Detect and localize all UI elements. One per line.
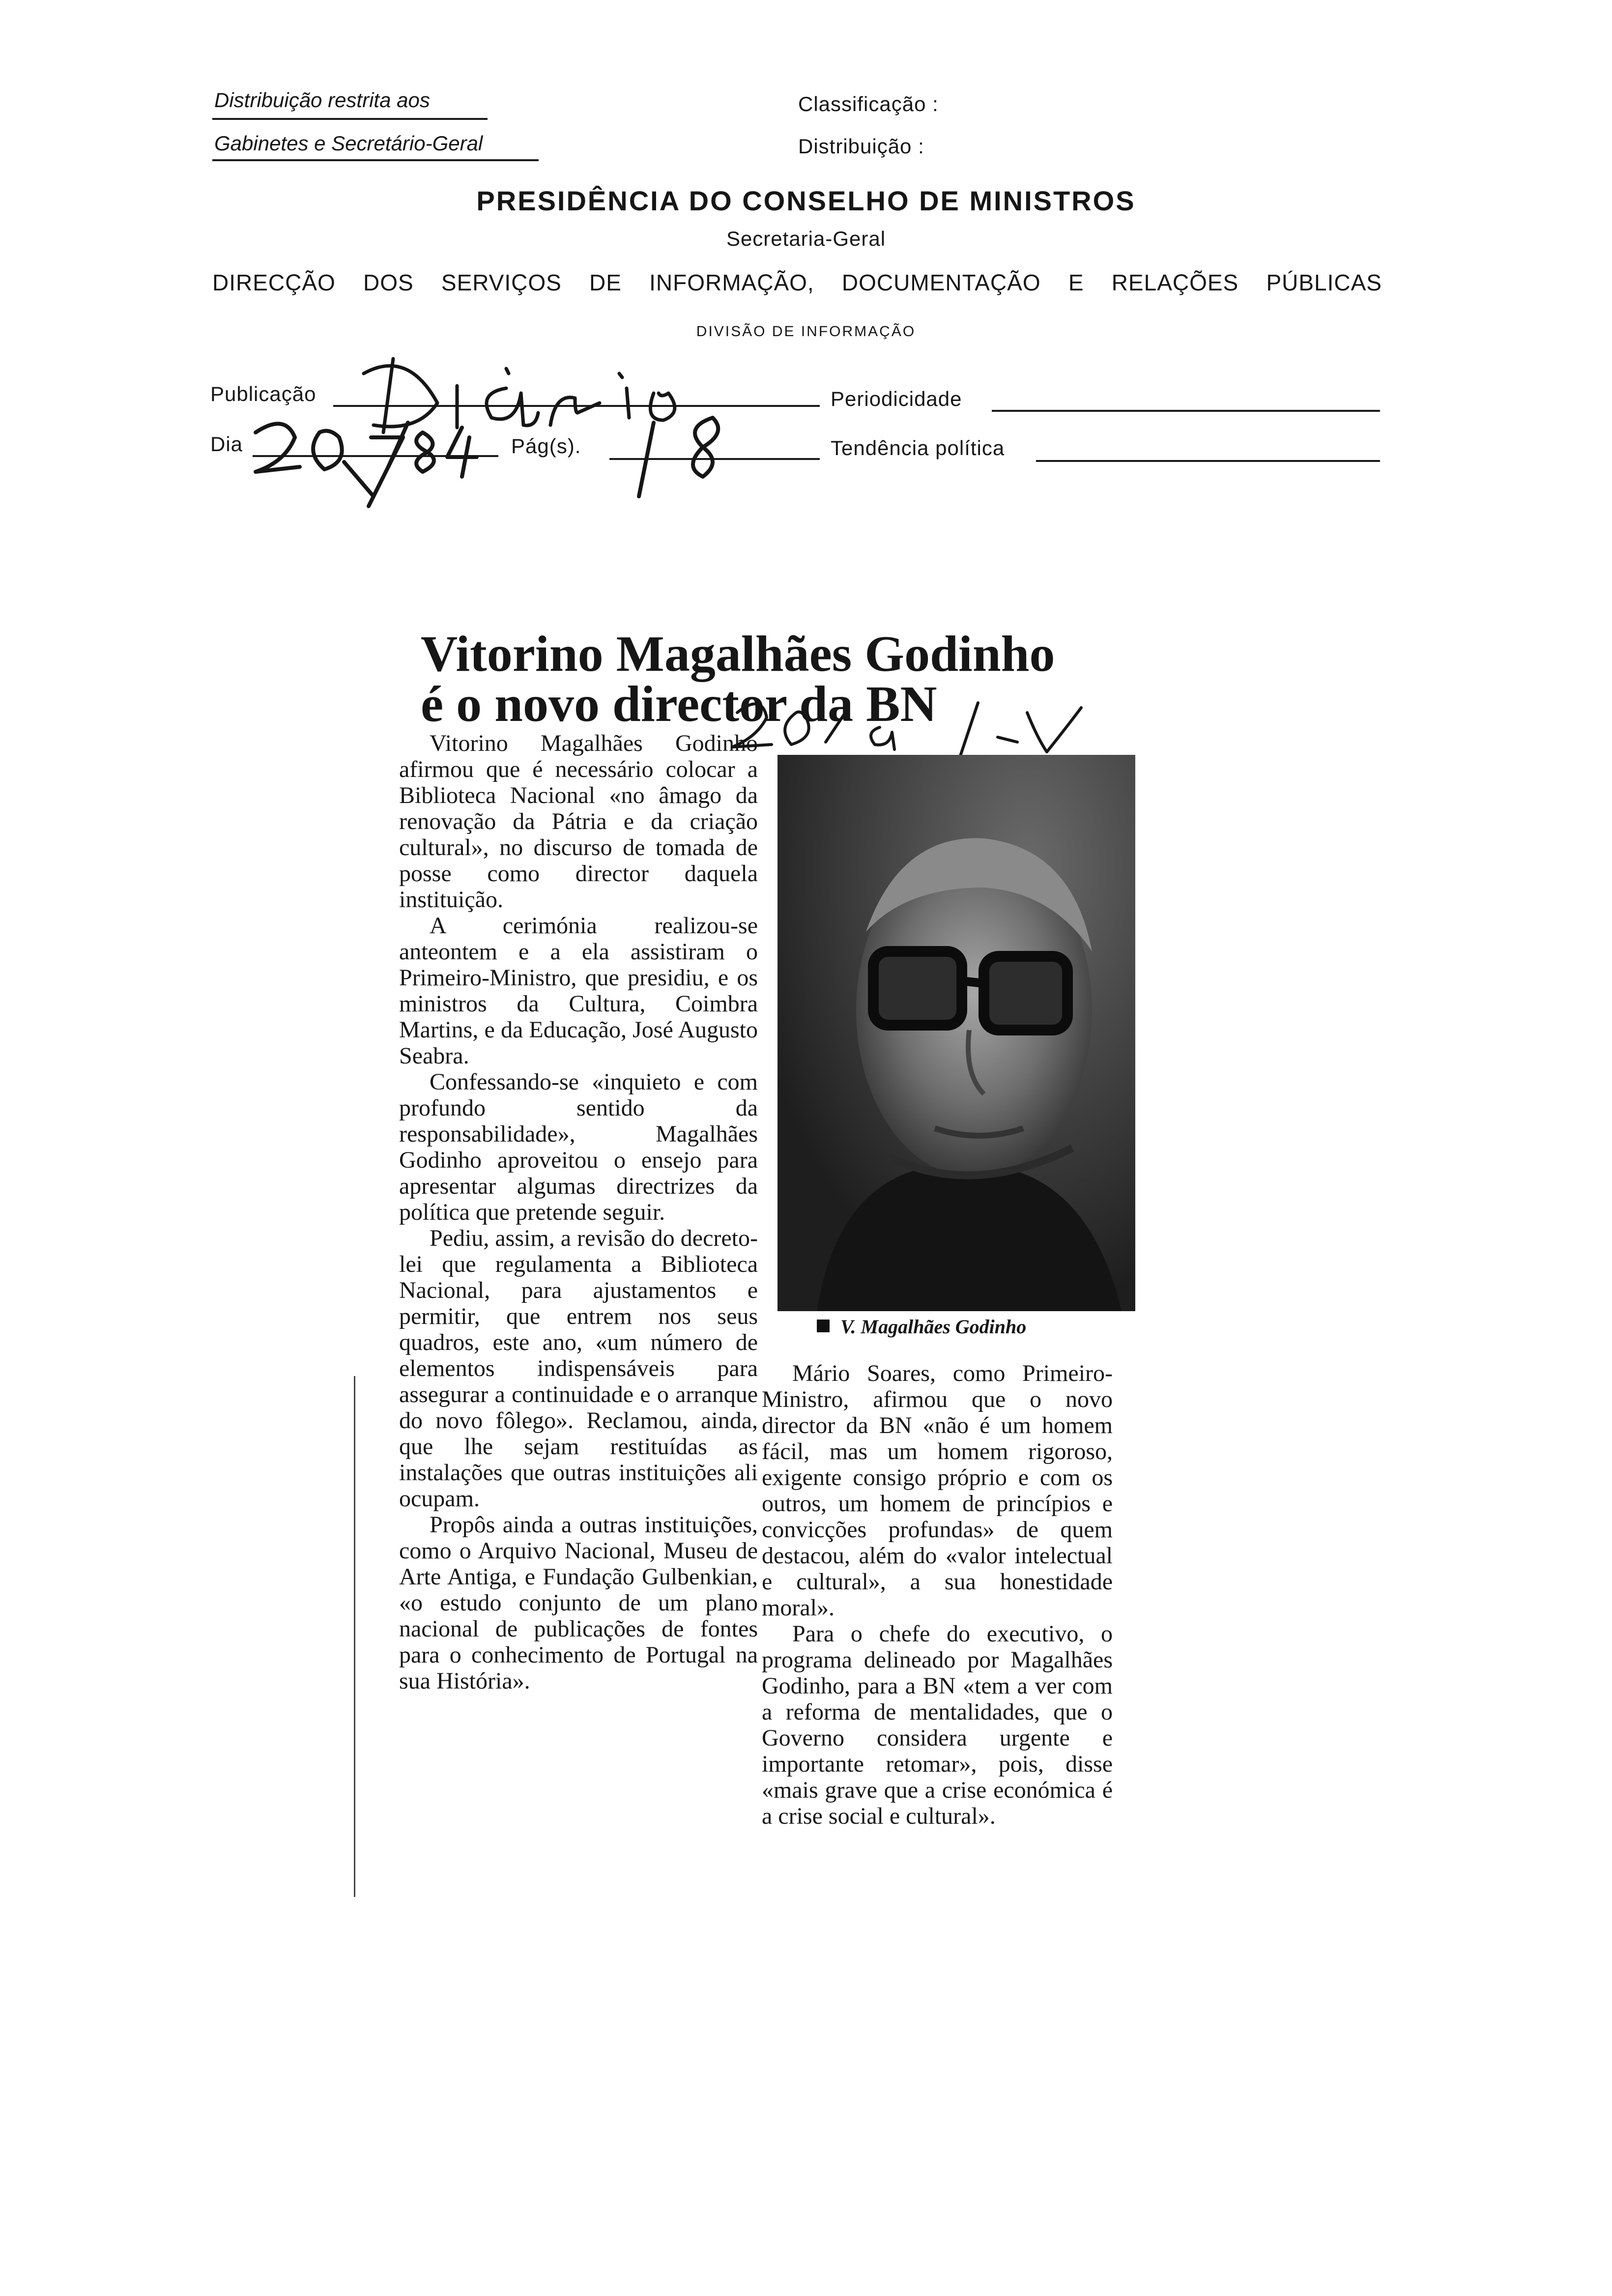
direccao-word: PÚBLICAS xyxy=(1266,270,1382,295)
direccao-word: DIRECÇÃO xyxy=(212,270,336,295)
restriction-underline-1 xyxy=(212,118,488,120)
restriction-underline-2 xyxy=(212,159,539,161)
direccao-word: DOS xyxy=(363,270,414,295)
caption-bullet xyxy=(817,1320,830,1332)
headline-line-2: é o novo director da BN xyxy=(421,676,937,732)
periodicidade-label: Periodicidade xyxy=(831,387,962,410)
tendencia-line xyxy=(1036,460,1380,462)
portrait-photo xyxy=(777,755,1135,1311)
article-paragraph: Mário Soares, como Primeiro-Ministro, afirmou que o novo director da BN «não é um homem fácil, mas um homem rigoroso, exigente consigo próprio e com os outros, um homem de princípios e convicções profundas» de quem destacou, além do «valor intelectual e cultural», a sua honestidade moral». xyxy=(762,1360,1113,1621)
direccao-title xyxy=(212,269,1382,296)
headline-line-1: Vitorino Magalhães Godinho xyxy=(421,626,1055,682)
photo-caption xyxy=(817,1315,1026,1338)
dia-label: Dia xyxy=(210,432,243,456)
direccao-word: INFORMAÇÃO, xyxy=(649,270,814,295)
article-paragraph: Pediu, assim, a revisão do decreto-lei que regulamenta a Biblioteca Nacional, para ajustamentos e permitir, que entrem nos seus quadros, este ano, «um número de elementos indispensáveis para assegurar a continuidade e o arranque do novo fôlego». Reclamou, ainda, que lhe sejam restituídas as instalações que outras instituições ali ocupam. xyxy=(399,1225,758,1512)
portrait-illustration xyxy=(777,755,1135,1311)
direccao-word: RELAÇÕES xyxy=(1111,270,1239,295)
handwritten-dia xyxy=(246,403,521,511)
article-right-column xyxy=(762,1360,1113,1829)
article-paragraph: Para o chefe do executivo, o programa delineado por Magalhães Godinho, para a BN «tem a ver com a reforma de mentalidades, que o Governo considera urgente e importante retomar», pois, disse «mais grave que a crise económica é a crise social e cultural». xyxy=(762,1621,1113,1829)
publicacao-label: Publicação xyxy=(210,382,317,405)
restriction-line-1: Distribuição restrita aos xyxy=(214,88,430,112)
classificacao-label: Classificação : xyxy=(798,92,939,115)
article-paragraph: A cerimónia realizou-se anteontem e a ela assistiram o Primeiro-Ministro, que presidiu, e os ministros da Cultura, Coimbra Martins, e da Educação, José Augusto Seabra. xyxy=(399,913,758,1069)
article-left-column xyxy=(399,730,758,1694)
restriction-line-2: Gabinetes e Secretário-Geral xyxy=(214,132,483,155)
direccao-word: DE xyxy=(589,270,622,295)
pags-label: Pág(s). xyxy=(511,434,581,458)
direccao-word: E xyxy=(1068,270,1084,295)
presidencia-title: PRESIDÊNCIA DO CONSELHO DE MINISTROS xyxy=(476,185,1136,216)
photo-caption-text: V. Magalhães Godinho xyxy=(840,1316,1027,1338)
article-paragraph: Vitorino Magalhães Godinho afirmou que é necessário colocar a Biblioteca Nacional «no âmago da renovação da Pátria e da criação cultural», no discurso de tomada de posse como director daquela instituição. xyxy=(399,730,758,913)
direccao-word: DOCUMENTAÇÃO xyxy=(841,270,1041,295)
periodicidade-line xyxy=(992,410,1380,412)
handwritten-pags xyxy=(624,403,752,501)
article-paragraph: Propôs ainda a outras instituições, como o Arquivo Nacional, Museu de Arte Antiga, e Fundação Gulbenkian, «o estudo conjunto de um plano nacional de publicações de fontes para o conhecimento de Portugal na sua História». xyxy=(399,1512,758,1694)
direccao-word: SERVIÇOS xyxy=(441,270,562,295)
tendencia-label: Tendência política xyxy=(831,436,1005,459)
secretaria-geral: Secretaria-Geral xyxy=(726,227,886,250)
handwritten-annotation xyxy=(722,683,1096,767)
distribuicao-label: Distribuição : xyxy=(798,135,924,158)
divisao-informacao: DIVISÃO DE INFORMAÇÃO xyxy=(696,323,916,340)
margin-rule xyxy=(354,1376,355,1897)
article-paragraph: Confessando-se «inquieto e com profundo sentido da responsabilidade», Magalhães Godinho aproveitou o ensejo para apresentar algumas directrizes da política que pretende seguir. xyxy=(399,1069,758,1225)
